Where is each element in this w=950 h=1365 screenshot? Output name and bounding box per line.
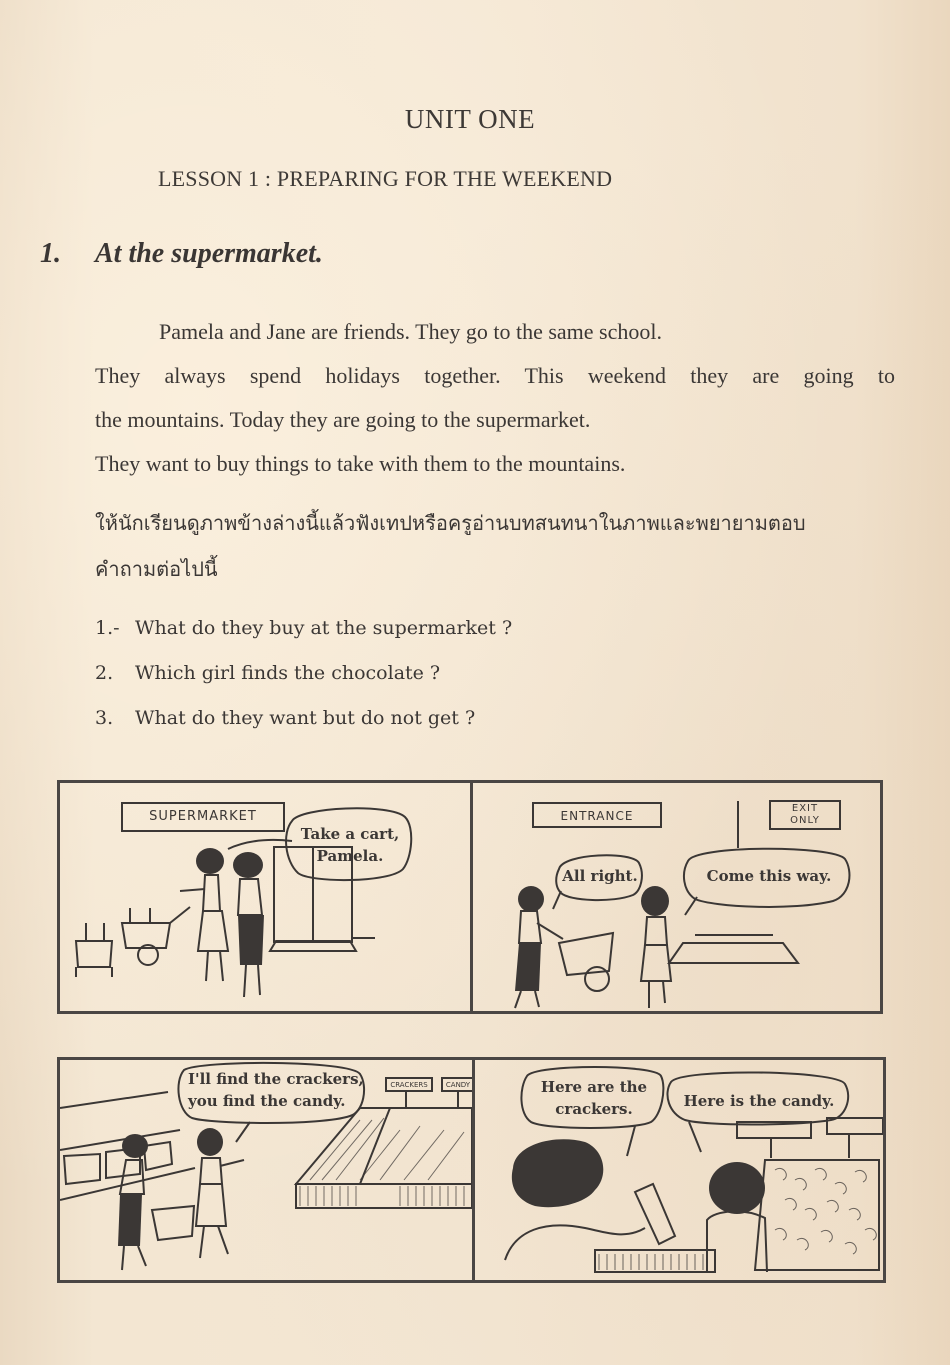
speech-bubble: Come this way. xyxy=(706,867,832,885)
crackers-sign: CRACKERS xyxy=(390,1081,428,1089)
speech-bubble: Here is the candy. xyxy=(683,1092,835,1110)
question-text: Which girl finds the chocolate ? xyxy=(135,662,441,684)
lesson-title: LESSON 1 : PREPARING FOR THE WEEKEND xyxy=(158,166,613,191)
section-number: 1. xyxy=(40,238,61,269)
passage-line: the mountains. Today they are going to the supermarket. xyxy=(95,407,591,432)
question-item xyxy=(95,606,695,651)
exit-only-sign: EXIT ONLY xyxy=(790,803,820,826)
entrance-sign: ENTRANCE xyxy=(560,809,634,823)
speech-bubble: I'll find the crackers, you find the candy. xyxy=(188,1070,364,1110)
question-list xyxy=(95,606,695,741)
section-title: At the supermarket. xyxy=(95,238,323,269)
comic-strip-top xyxy=(57,780,883,1014)
passage-line: They always spend holidays together. This weekend they are going to xyxy=(95,363,895,388)
supermarket-sign: SUPERMARKET xyxy=(149,809,257,824)
comic-panel-2 xyxy=(473,783,880,1011)
thai-line: ให้นักเรียนดูภาพข้างล่างนี้แล้วฟังเทปหรือครูอ่านบทสนทนาในภาพและพยายามตอบ xyxy=(95,511,806,535)
question-item xyxy=(95,696,695,741)
comic-strip-bottom xyxy=(57,1057,886,1283)
comic-panel-1 xyxy=(60,783,470,1011)
reading-passage xyxy=(95,310,905,486)
question-number: 3. xyxy=(95,707,114,729)
speech-bubble: Take a cart, Pamela. xyxy=(300,825,400,865)
question-text: What do they buy at the supermarket ? xyxy=(135,617,513,639)
passage-line: Pamela and Jane are friends. They go to the same school. xyxy=(159,319,662,344)
question-text: What do they want but do not get ? xyxy=(135,707,476,729)
thai-instruction xyxy=(95,500,905,592)
question-number: 1.- xyxy=(95,617,120,639)
section-heading xyxy=(40,238,323,270)
speech-bubble: Here are the crackers. xyxy=(540,1078,648,1118)
passage-line: They want to buy things to take with them to the mountains. xyxy=(95,451,626,476)
unit-title: UNIT ONE xyxy=(404,104,536,134)
comic-panel-4 xyxy=(475,1060,883,1280)
comic-panel-3 xyxy=(60,1060,472,1280)
question-item xyxy=(95,651,695,696)
question-number: 2. xyxy=(95,662,114,684)
speech-bubble: All right. xyxy=(562,867,638,885)
candy-sign: CANDY xyxy=(445,1081,471,1089)
thai-line: คำถามต่อไปนี้ xyxy=(95,557,218,581)
